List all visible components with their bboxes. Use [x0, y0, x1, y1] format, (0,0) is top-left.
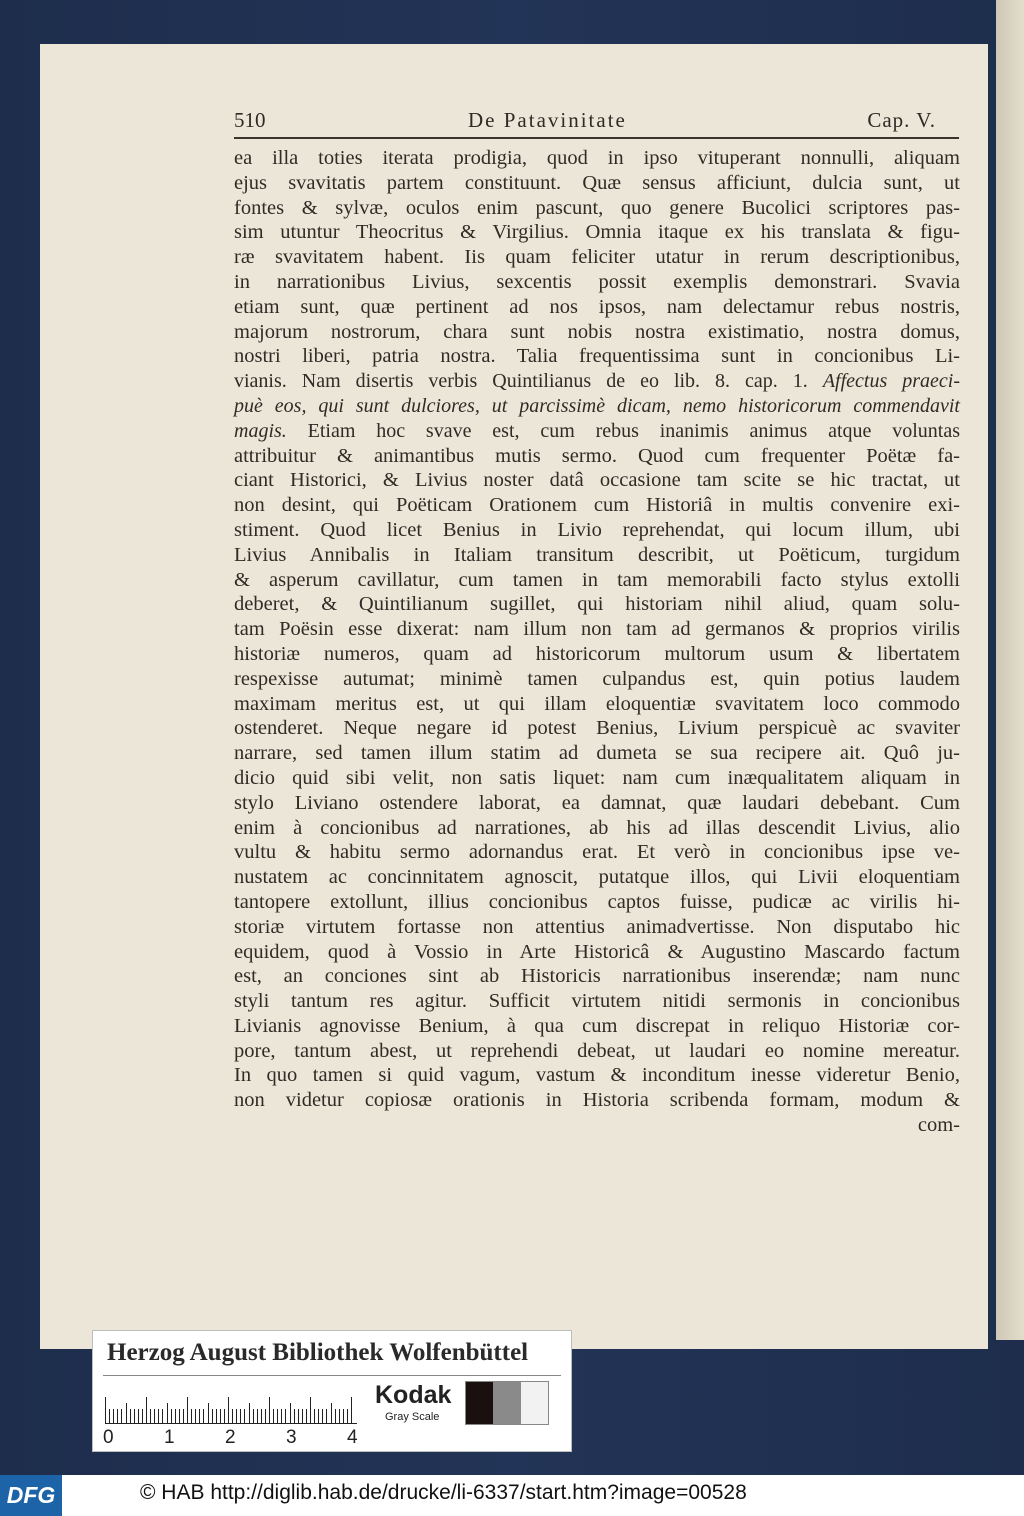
ruler-tick: [203, 1409, 204, 1423]
ruler-tick: [138, 1409, 139, 1423]
ruler-tick: [343, 1409, 344, 1423]
ruler-numbers: [103, 1427, 363, 1449]
text-line: ostenderet. Neque negare id potest Benius, Livium perspicuè ac svaviter: [234, 717, 960, 740]
ruler-tick: [146, 1397, 147, 1423]
text-line: In quo tamen si quid vagum, vastum & inconditum inesse videretur Benio,: [234, 1064, 960, 1087]
body-text: [234, 146, 960, 1138]
page-number: 510: [234, 108, 266, 132]
ruler-tick: [257, 1409, 258, 1423]
text-line: maximam meritus est, ut qui illam eloquentiæ svavitatem loco commodo: [234, 692, 960, 715]
ruler-number: 2: [225, 1427, 236, 1448]
ruler-tick: [261, 1409, 262, 1423]
ruler-tick: [335, 1409, 336, 1423]
text-line: vianis. Nam disertis verbis Quintilianus de eo lib. 8. cap. 1. Affectus praeci-: [234, 370, 960, 393]
ruler-tick: [240, 1409, 241, 1423]
text-line: & asperum cavillatur, cum tamen in tam memorabili facto stylus extolli: [234, 568, 960, 591]
ruler-tick: [294, 1409, 295, 1423]
ruler-tick: [216, 1409, 217, 1423]
footer-bar: [0, 1475, 1024, 1516]
gray-swatch: [493, 1382, 520, 1424]
text-line: ejus svavitatis partem constituunt. Quæ sensus afficiunt, dulcia sunt, ut: [234, 171, 960, 194]
ruler-tick: [290, 1403, 291, 1423]
header-rule: [234, 137, 959, 139]
ruler-tick: [326, 1409, 327, 1423]
ruler-tick: [126, 1403, 127, 1423]
text-line: dicio quid sibi velit, non satis liquet: nam cum inæqualitatem aliquam in: [234, 766, 960, 789]
ruler-number: 3: [286, 1427, 297, 1448]
text-line: Livius Annibalis in Italiam transitum describit, ut Poëticum, turgidum: [234, 543, 960, 566]
text-line: ea illa toties iterata prodigia, quod in ipso vituperant nonnulli, aliquam: [234, 147, 960, 169]
ruler-tick: [134, 1409, 135, 1423]
ruler-baseline: [105, 1423, 357, 1424]
text-line: ræ svavitatem habent. Iis quam feliciter utatur in rerum descriptionibus,: [234, 246, 960, 269]
ruler-tick: [154, 1409, 155, 1423]
text-line: vultu & habitu sermo adornandus erat. Et verò in concionibus ipse ve-: [234, 841, 960, 864]
ruler-tick: [298, 1409, 299, 1423]
ruler-tick: [208, 1403, 209, 1423]
ruler-tick: [162, 1409, 163, 1423]
measurement-ruler: [105, 1387, 357, 1427]
card-divider: [103, 1375, 561, 1376]
ruler-tick: [318, 1409, 319, 1423]
kodak-logo: Kodak: [375, 1381, 452, 1409]
text-line: non videtur copiosæ orationis in Historia scribenda formam, modum &: [234, 1089, 960, 1112]
text-line: enim à concionibus ad narrationes, ab his ad illas descendit Livius, alio: [234, 816, 960, 839]
ruler-tick: [277, 1409, 278, 1423]
library-color-card: [92, 1330, 572, 1452]
text-line: pore, tantum abest, ut reprehendi debeat, ut laudari eo nomine mereatur.: [234, 1039, 960, 1062]
ruler-tick: [269, 1397, 270, 1423]
text-line: fontes & sylvæ, oculos enim pascunt, quo genere Bucolici scriptores pas-: [234, 196, 960, 219]
ruler-tick: [224, 1409, 225, 1423]
ruler-tick: [191, 1409, 192, 1423]
ruler-tick: [310, 1397, 311, 1423]
text-line: est, an conciones sint ab Historicis narrationibus inserendæ; nam nunc: [234, 965, 960, 988]
ruler-tick: [281, 1409, 282, 1423]
ruler-tick: [351, 1397, 352, 1423]
gray-scale-label: Gray Scale: [385, 1411, 440, 1423]
text-line: respexisse autumat; minimè tamen culpandus est, quin potius laudem: [234, 667, 960, 690]
catchword: com-: [917, 1114, 960, 1137]
text-line: sim utuntur Theocritus & Virgilius. Omnia itaque ex his translata & figu-: [234, 221, 960, 244]
ruler-tick: [150, 1409, 151, 1423]
page-edge-strip: [996, 0, 1024, 1340]
text-line: historiæ numeros, quam ad historicorum multorum usum & libertatem: [234, 642, 960, 665]
ruler-tick: [212, 1409, 213, 1423]
ruler-tick: [236, 1409, 237, 1423]
ruler-tick: [109, 1409, 110, 1423]
ruler-tick: [142, 1409, 143, 1423]
ruler-tick: [179, 1409, 180, 1423]
ruler-tick: [175, 1409, 176, 1423]
ruler-tick: [187, 1397, 188, 1423]
text-line: attribuitur & animantibus mutis sermo. Quod cum frequenter Poëtæ fa-: [234, 444, 960, 467]
text-line: styli tantum res agitur. Sufficit virtutem nitidi sermonis in concionibus: [234, 990, 960, 1013]
text-line: narrare, sed tamen illum statim ad dumeta se sua recipere ait. Quô ju-: [234, 742, 960, 765]
ruler-tick: [331, 1403, 332, 1423]
ruler-tick: [273, 1409, 274, 1423]
ruler-tick: [339, 1409, 340, 1423]
text-line: equidem, quod à Vossio in Arte Historicâ & Augustino Mascardo factum: [234, 940, 960, 963]
text-line: deberet, & Quintilianum sugillet, qui historiam nihil aliud, quam solu-: [234, 593, 960, 616]
text-line: storiæ virtutem fortasse non attentius animadvertisse. Non disputabo hic: [234, 915, 960, 938]
text-line: tam Poësin esse dixerat: nam illum non tam ad germanos & proprios virilis: [234, 618, 960, 641]
ruler-tick: [322, 1409, 323, 1423]
text-line: magis. Etiam hoc svave est, cum rebus inanimis animus atque voluntas: [234, 419, 960, 442]
text-line: nustatem ac concinnitatem agnoscit, putatque illos, qui Livii eloquentiam: [234, 866, 960, 889]
ruler-tick: [220, 1409, 221, 1423]
library-name: Herzog August Bibliothek Wolfenbüttel: [107, 1339, 529, 1366]
ruler-number: 0: [103, 1427, 114, 1448]
text-line: majorum nostrorum, chara sunt nobis nostra existimatio, nostra domus,: [234, 320, 960, 343]
ruler-number: 4: [347, 1427, 358, 1448]
ruler-tick: [167, 1403, 168, 1423]
text-line: tantopere extollunt, illius concionibus captos fuisse, pudicæ ac virilis hi-: [234, 890, 960, 913]
ruler-number: 1: [164, 1427, 175, 1448]
ruler-tick: [199, 1409, 200, 1423]
ruler-tick: [285, 1409, 286, 1423]
ruler-tick: [228, 1397, 229, 1423]
ruler-tick: [121, 1409, 122, 1423]
ruler-tick: [302, 1409, 303, 1423]
ruler-tick: [347, 1409, 348, 1423]
text-line: stylo Liviano ostendere laborat, ea damnat, quæ laudari debebant. Cum: [234, 791, 960, 814]
ruler-tick: [195, 1409, 196, 1423]
gray-swatch: [466, 1382, 493, 1424]
text-line: nostri liberi, patria nostra. Talia frequentissima sunt in concionibus Li-: [234, 345, 960, 368]
gray-scale-swatches: [465, 1381, 549, 1425]
ruler-tick: [130, 1409, 131, 1423]
text-line: puè eos, qui sunt dulciores, ut parcissimè dicam, nemo historicorum commendavit: [234, 394, 960, 417]
copyright-link[interactable]: © HAB http://diglib.hab.de/drucke/li-6337/start.htm?image=00528: [140, 1481, 747, 1504]
running-title: De Patavinitate: [468, 108, 627, 132]
ruler-tick: [253, 1409, 254, 1423]
ruler-tick: [113, 1409, 114, 1423]
text-line: etiam sunt, quæ pertinent ad nos ipsos, nam delectamur rebus nostris,: [234, 295, 960, 318]
gray-swatch: [521, 1382, 548, 1424]
text-line: Livianis agnovisse Benium, à qua cum discrepat in reliquo Historiæ cor-: [234, 1014, 960, 1037]
ruler-tick: [249, 1403, 250, 1423]
text-line: non desint, qui Poëticam Orationem cum Historiâ in multis convenire exi-: [234, 494, 960, 517]
ruler-tick: [158, 1409, 159, 1423]
ruler-tick: [306, 1409, 307, 1423]
text-line: stiment. Quod licet Benius in Livio reprehendat, qui locum illum, ubi: [234, 518, 960, 541]
ruler-tick: [314, 1409, 315, 1423]
ruler-tick: [265, 1409, 266, 1423]
ruler-tick: [117, 1409, 118, 1423]
dfg-logo[interactable]: DFG: [0, 1475, 62, 1516]
ruler-tick: [183, 1409, 184, 1423]
ruler-tick: [244, 1409, 245, 1423]
ruler-tick: [171, 1409, 172, 1423]
running-header: [234, 108, 964, 138]
text-line: in narrationibus Livius, sexcentis possit exemplis demonstrari. Svavia: [234, 270, 960, 293]
text-line: ciant Historici, & Livius noster datâ occasione tam scite se hic tractat, ut: [234, 469, 960, 492]
chapter-label: Cap. V.: [867, 108, 936, 132]
ruler-tick: [232, 1409, 233, 1423]
ruler-tick: [105, 1397, 106, 1423]
